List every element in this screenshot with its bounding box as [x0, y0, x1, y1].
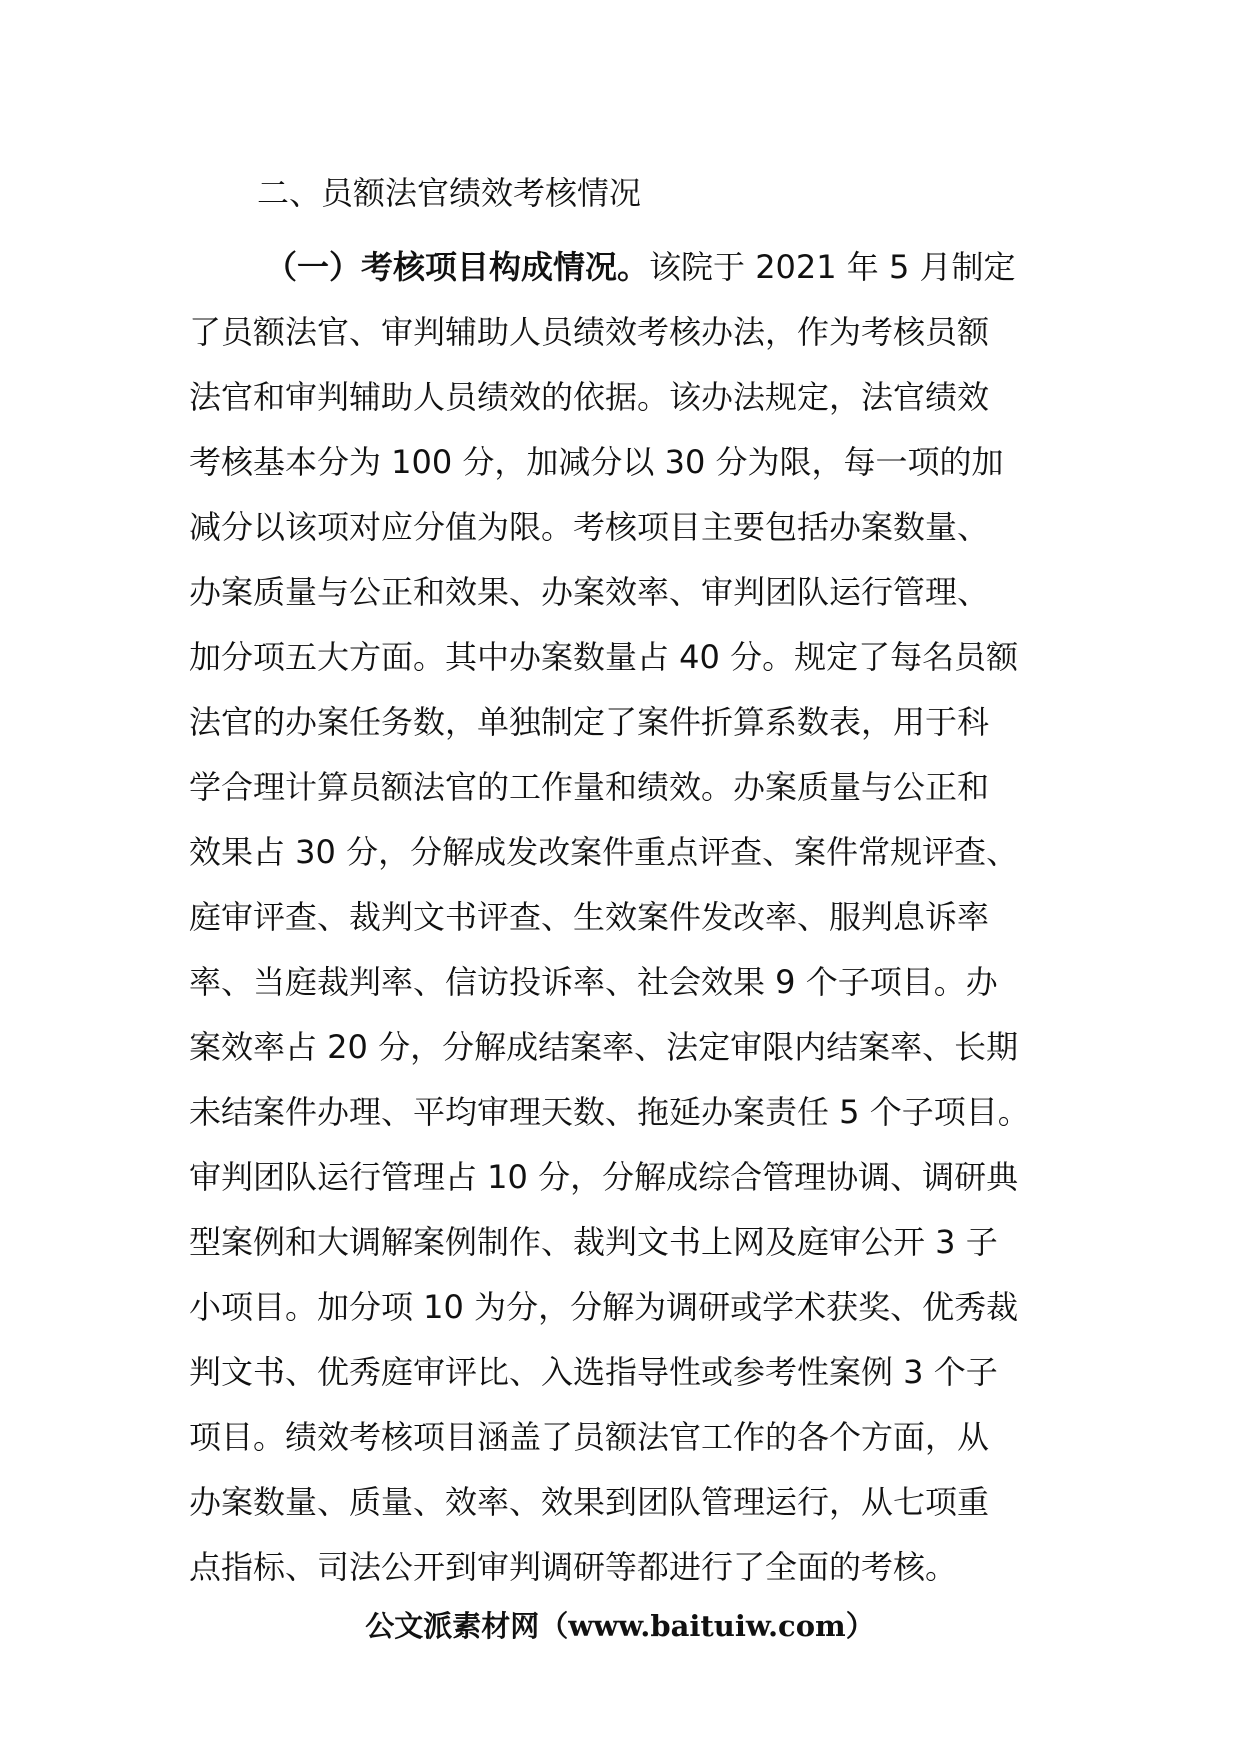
paragraph-line: 未结案件办理、平均审理天数、拖延办案责任 5 个子项目。	[189, 1093, 1030, 1131]
paragraph-line: 减分以该项对应分值为限。考核项目主要包括办案数量、	[189, 508, 990, 546]
paragraph-line: 了员额法官、审判辅助人员绩效考核办法，作为考核员额	[189, 313, 990, 351]
section-heading: 二、员额法官绩效考核情况	[257, 174, 642, 212]
paragraph-line: 加分项五大方面。其中办案数量占 40 分。规定了每名员额	[189, 638, 1019, 676]
paragraph-first-line	[189, 235, 1069, 300]
paragraph-line: 庭审评查、裁判文书评查、生效案件发改率、服判息诉率	[189, 898, 990, 936]
paragraph-line: 审判团队运行管理占 10 分，分解成综合管理协调、调研典	[189, 1158, 1019, 1196]
paragraph-line: 考核基本分为 100 分，加减分以 30 分为限，每一项的加	[189, 443, 1004, 481]
paragraph-line: 法官和审判辅助人员绩效的依据。该办法规定，法官绩效	[189, 378, 990, 416]
body-paragraph	[189, 235, 1069, 1600]
footer-watermark-text: 公文派素材网（www.baituiw.com）	[365, 1609, 875, 1643]
paragraph-line: 率、当庭裁判率、信访投诉率、社会效果 9 个子项目。办	[189, 963, 998, 1001]
paragraph-line: 法官的办案任务数，单独制定了案件折算系数表，用于科	[189, 703, 990, 741]
paragraph-line: 案效率占 20 分，分解成结案率、法定审限内结案率、长期	[189, 1028, 1019, 1066]
paragraph-line: 小项目。加分项 10 为分，分解为调研或学术获奖、优秀裁	[189, 1288, 1019, 1326]
paragraph-line: 点指标、司法公开到审判调研等都进行了全面的考核。	[189, 1548, 958, 1586]
paragraph-line: 办案质量与公正和效果、办案效率、审判团队运行管理、	[189, 573, 990, 611]
paragraph-line: 项目。绩效考核项目涵盖了员额法官工作的各个方面，从	[189, 1418, 990, 1456]
paragraph-line: 学合理计算员额法官的工作量和绩效。办案质量与公正和	[189, 768, 990, 806]
paragraph-line: 判文书、优秀庭审评比、入选指导性或参考性案例 3 个子	[189, 1353, 998, 1391]
paragraph-line-text: 该院于 2021 年 5 月制定	[649, 248, 1016, 286]
paragraph-line: 型案例和大调解案例制作、裁判文书上网及庭审公开 3 子	[189, 1223, 998, 1261]
paragraph-line: 办案数量、质量、效率、效果到团队管理运行，从七项重	[189, 1483, 990, 1521]
subsection-title: （一）考核项目构成情况。	[265, 248, 650, 286]
paragraph-line: 效果占 30 分，分解成发改案件重点评查、案件常规评查、	[189, 833, 1019, 871]
